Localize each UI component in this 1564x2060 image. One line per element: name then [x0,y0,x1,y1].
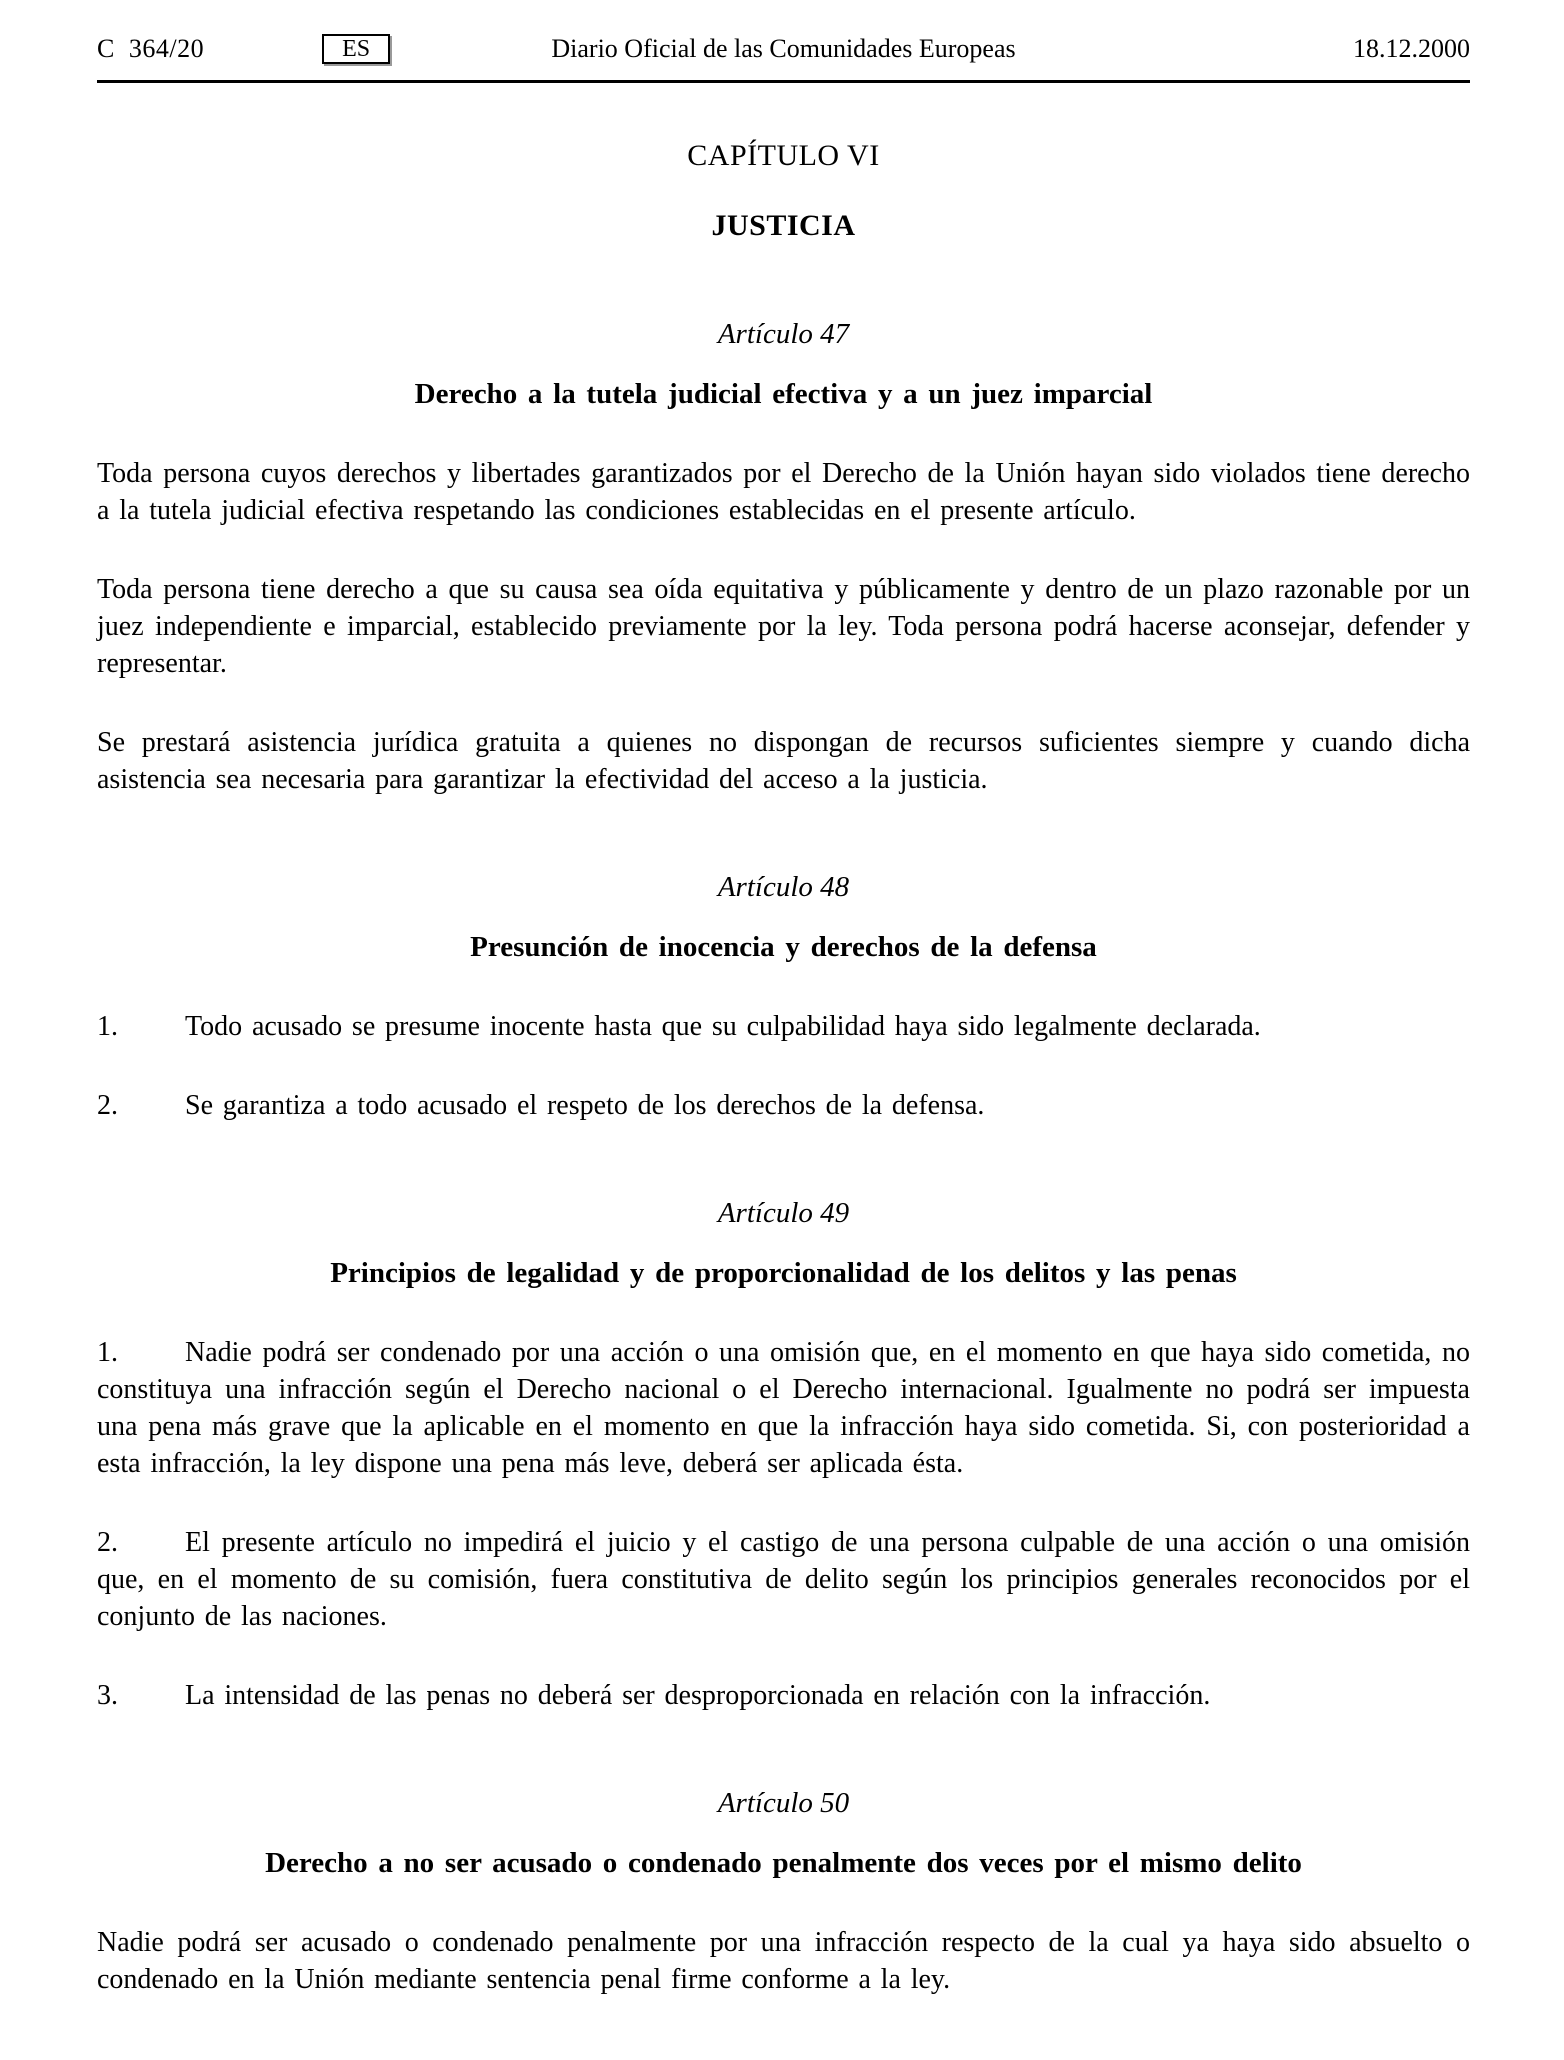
article-label: Artículo 50 [717,1787,850,1819]
paragraph-text: Toda persona tiene derecho a que su causa sea oída equitativa y públicamente y dentro de un plazo razonable por un juez independiente e imparcial, establecido previamente por la ley. Toda persona podrá hacerse aconsejar, defender y representar. [97,574,1470,679]
article-paragraph [97,1677,1470,1714]
article-paragraph [97,1008,1470,1045]
article [97,1784,1470,1998]
paragraph-number: 2. [97,1527,118,1558]
paragraph-text: Toda persona cuyos derechos y libertades garantizados por el Derecho de la Unión hayan sido violados tiene derecho a la tutela judicial efectiva respetando las condiciones establecidas en el presente artículo. [97,458,1470,526]
article-paragraph [97,1524,1470,1635]
article-paragraphs [97,1924,1470,1998]
article-title: Presunción de inocencia y derechos de la defensa [470,931,1097,963]
article-paragraphs [97,1008,1470,1124]
paragraph-text: Nadie podrá ser condenado por una acción o una omisión que, en el momento en que haya sido cometida, no constituya una infracción según el Derecho nacional o el Derecho internacional. Igualmente no podrá ser impuesta una pena más grave que la aplicable en el momento en que la infracción haya sido cometida. Si, con posterioridad a esta infracción, la ley dispone una pena más leve, deberá ser aplicada ésta. [97,1337,1470,1479]
chapter-label: CAPÍTULO VI [687,139,880,172]
article [97,1194,1470,1714]
article-paragraphs [97,1334,1470,1714]
page-reference: C 364/20 [97,34,205,63]
article-paragraph [97,1334,1470,1482]
article-title: Principios de legalidad y de proporcionalidad de los delitos y las penas [330,1257,1237,1289]
chapter-title: JUSTICIA [711,209,856,242]
language-badge: ES [322,34,390,64]
paragraph-text: Se garantiza a todo acusado el respeto de los derechos de la defensa. [185,1090,985,1121]
article-paragraph [97,1087,1470,1124]
article-label: Artículo 47 [717,318,850,350]
page-header [97,30,1470,68]
article-title: Derecho a no ser acusado o condenado penalmente dos veces por el mismo delito [265,1847,1302,1879]
paragraph-number: 2. [97,1090,118,1121]
article-label: Artículo 49 [717,1197,850,1229]
paragraph-number: 3. [97,1680,118,1711]
article [97,868,1470,1124]
paragraph-text: El presente artículo no impedirá el juicio y el castigo de una persona culpable de una acción o una omisión que, en el momento de su comisión, fuera constitutiva de delito según los principios generales reconocidos por el conjunto de las naciones. [97,1527,1470,1632]
paragraph-text: Todo acusado se presume inocente hasta que su culpabilidad haya sido legalmente declarada. [185,1011,1261,1042]
paragraph-text: La intensidad de las penas no deberá ser desproporcionada en relación con la infracción. [185,1680,1211,1711]
article-paragraph [97,571,1470,682]
article-title: Derecho a la tutela judicial efectiva y a un juez imparcial [414,378,1153,410]
page-body [97,137,1470,1998]
header-rule [97,80,1470,83]
paragraph-text: Se prestará asistencia jurídica gratuita a quienes no dispongan de recursos suficientes siempre y cuando dicha asistencia sea necesaria para garantizar la efectividad del acceso a la justicia. [97,727,1470,795]
article-paragraph [97,1924,1470,1998]
article-paragraph [97,724,1470,798]
article-paragraph [97,455,1470,529]
article-label: Artículo 48 [717,871,850,903]
paragraph-text: Nadie podrá ser acusado o condenado penalmente por una infracción respecto de la cual ya haya sido absuelto o condenado en la Unión mediante sentencia penal firme conforme a la ley. [97,1927,1470,1995]
articles-container [97,315,1470,1998]
article [97,315,1470,798]
issue-date: 18.12.2000 [1353,34,1470,63]
paragraph-number: 1. [97,1011,118,1042]
paragraph-number: 1. [97,1337,118,1368]
article-paragraphs [97,455,1470,798]
journal-title: Diario Oficial de las Comunidades Europeas [551,34,1016,63]
